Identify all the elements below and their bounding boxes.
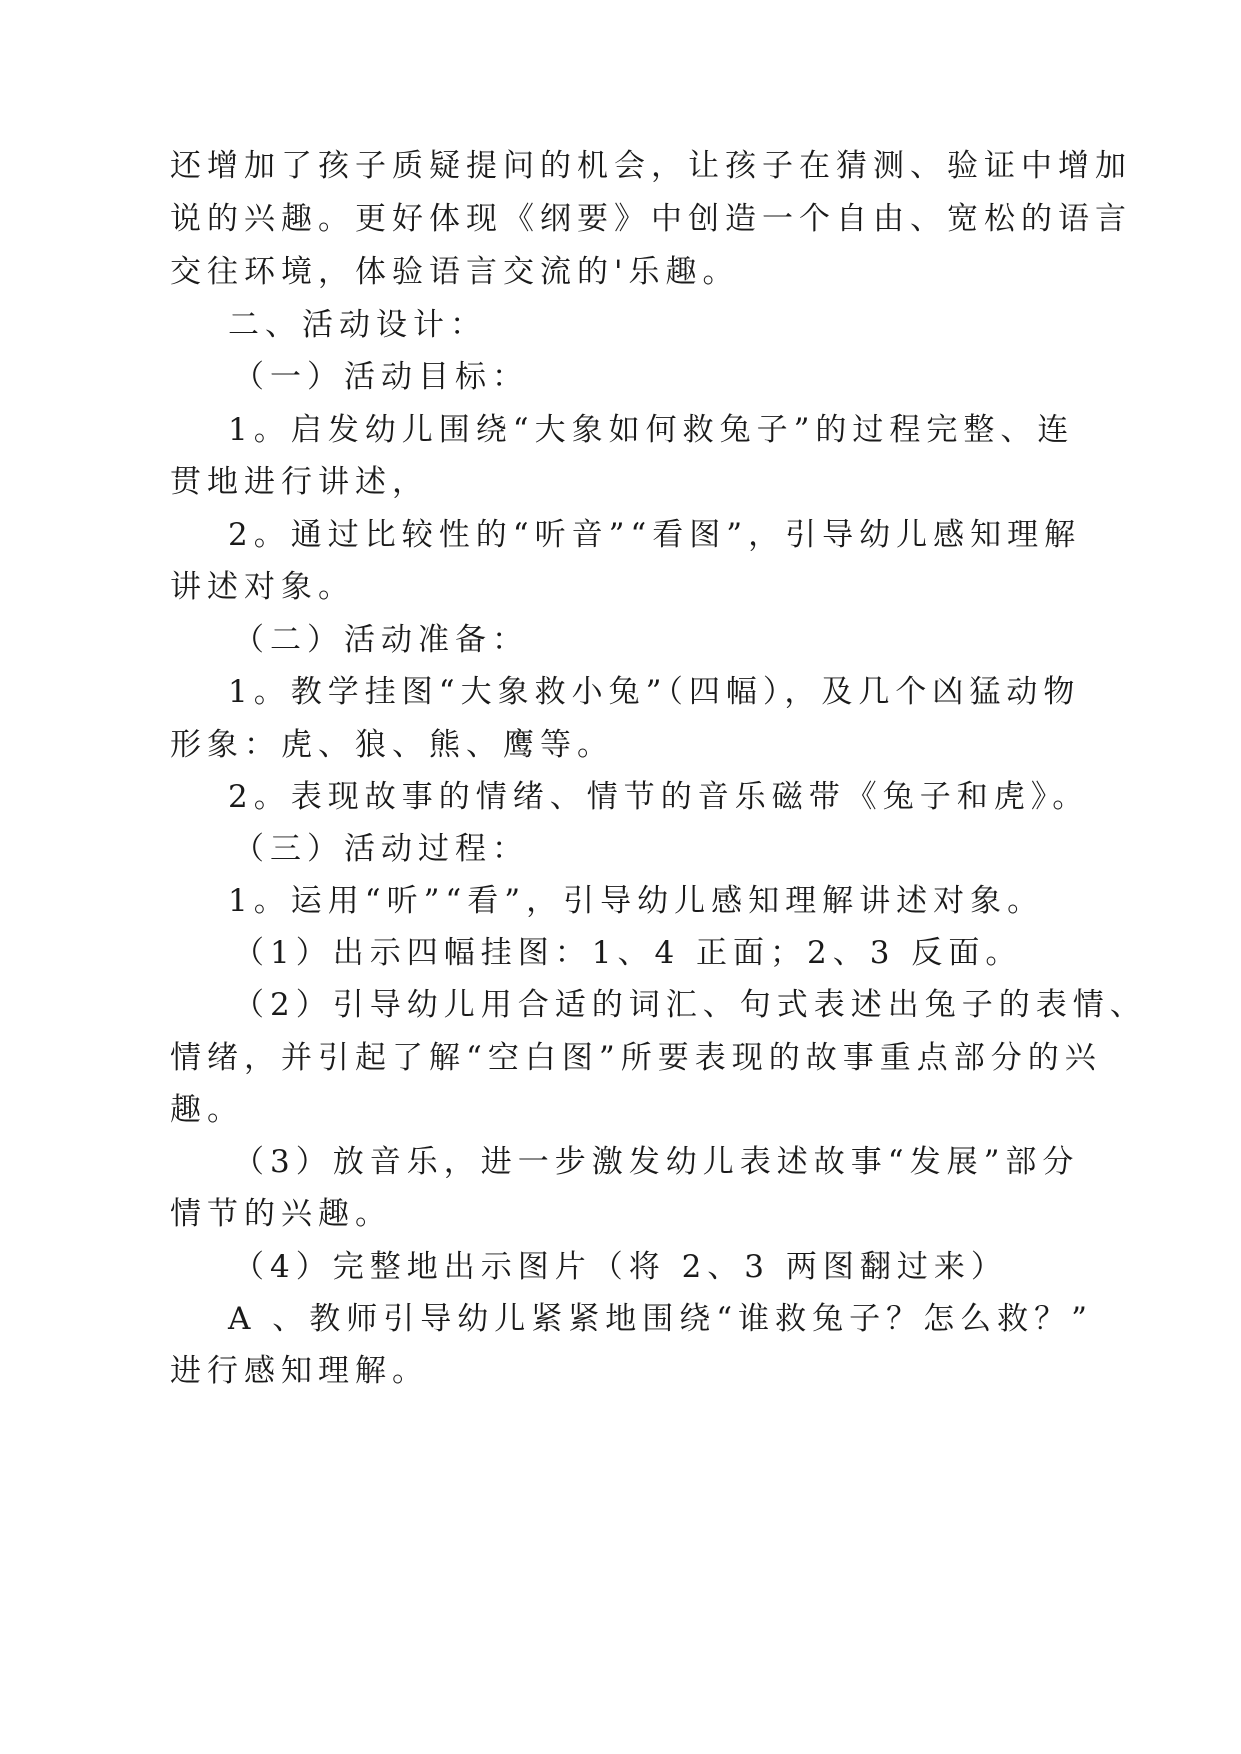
text-line: 情节的兴趣。 bbox=[170, 1196, 392, 1232]
text-line: 贯地进行讲述， bbox=[170, 464, 429, 500]
text-line: 2。表现故事的情绪、情节的音乐磁带《兔子和虎》。 bbox=[228, 779, 1090, 815]
subsection-heading: （三）活动过程： bbox=[233, 831, 529, 867]
section-heading: 二、活动设计： bbox=[228, 307, 487, 343]
text-line: 讲述对象。 bbox=[170, 569, 355, 605]
text-line: 交往环境，体验语言交流的'乐趣。 bbox=[170, 254, 740, 290]
text-line: （3）放音乐，进一步激发幼儿表述故事“发展”部分 bbox=[233, 1144, 1080, 1180]
subsection-heading: （一）活动目标： bbox=[233, 359, 529, 395]
text-line: 情绪，并引起了解“空白图”所要表现的故事重点部分的兴 bbox=[170, 1040, 1102, 1076]
subsection-heading: （二）活动准备： bbox=[233, 622, 529, 658]
text-line: 趣。 bbox=[170, 1092, 244, 1128]
text-line: 1。运用“听”“看”，引导幼儿感知理解讲述对象。 bbox=[228, 883, 1045, 919]
text-line: （1）出示四幅挂图：1、4 正面；2、3 反面。 bbox=[233, 935, 1023, 971]
text-line: 形象：虎、狼、熊、鹰等。 bbox=[170, 727, 614, 763]
text-line: 2。通过比较性的“听音”“看图”，引导幼儿感知理解 bbox=[228, 517, 1082, 553]
text-line: A 、教师引导幼儿紧紧地围绕“谁救兔子？怎么救？” bbox=[228, 1301, 1093, 1337]
text-line: （2）引导幼儿用合适的词汇、句式表述出兔子的表情、 bbox=[233, 987, 1147, 1023]
text-line: 1。教学挂图“大象救小兔”（四幅），及几个凶猛动物 bbox=[228, 674, 1081, 710]
text-line: 说的兴趣。更好体现《纲要》中创造一个自由、宽松的语言 bbox=[170, 201, 1132, 237]
text-line: 1。启发幼儿围绕“大象如何救兔子”的过程完整、连 bbox=[228, 412, 1075, 448]
text-line: 进行感知理解。 bbox=[170, 1353, 429, 1389]
text-line: （4）完整地出示图片（将 2、3 两图翻过来） bbox=[233, 1249, 1008, 1285]
text-line: 还增加了孩子质疑提问的机会，让孩子在猜测、验证中增加 bbox=[170, 148, 1132, 184]
